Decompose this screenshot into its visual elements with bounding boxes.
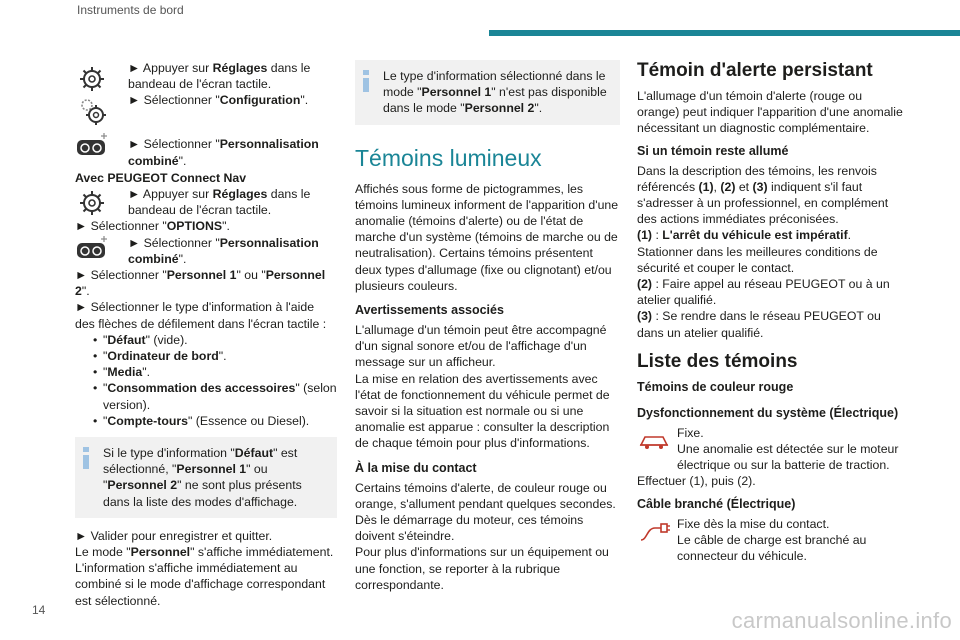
info-box: Si le type d'information "Défaut" est sélectionné, "Personnel 1" ou "Personnel 2" ne sont plus présents dans la liste des modes d'affichage. xyxy=(75,437,337,518)
step-settings: ► Appuyer sur Réglages dans le bandeau de l'écran tactile. xyxy=(75,60,337,92)
info-icon xyxy=(363,70,369,92)
watermark: carmanualsonline.info xyxy=(731,608,952,633)
section-title: Témoins lumineux xyxy=(355,144,542,171)
list-item: • "Ordinateur de bord". xyxy=(93,348,337,364)
instrument-cluster-icon xyxy=(75,130,109,164)
list-item: • "Défaut" (vide). xyxy=(93,332,337,348)
subheading: À la mise du contact xyxy=(355,460,477,475)
step-configuration: ► Sélectionner "Configuration". xyxy=(75,92,337,124)
gears-icon xyxy=(75,94,109,128)
info-icon xyxy=(83,447,89,469)
instrument-cluster-icon xyxy=(75,233,109,267)
page-number: 14 xyxy=(32,603,46,617)
subheading: Témoins de couleur rouge xyxy=(637,379,794,394)
subheading: Avertissements associés xyxy=(355,303,504,318)
step-personnalisation: ► Sélectionner "Personnalisation combiné". xyxy=(75,132,337,168)
connect-nav-title: Avec PEUGEOT Connect Nav xyxy=(75,170,247,185)
subheading: Dysfonctionnement du système (Électrique) xyxy=(637,405,899,420)
column-3: Témoin d'alerte persistant L'allumage d'un témoin d'alerte (rouge ou orange) peut indiquer l'apparition d'une anomalie nécessitant un diagnostic complémentaire. Si un témoin reste allumé Dans la description des témoins, les renvois référencés (1), (2) et (3) indiquent s'il faut s'adresser à un professionnel, en complément des actions immédiates préconisées. (1) : L'arrêt du véhicule est impératif. Stationner dans les meilleures conditions de sécurité et couper le contact. (2) : Faire appel au réseau PEUGEOT ou à un atelier qualifié. (3) : Se rendre dans le réseau PEUGEOT ou dans un atelier qualifié. Liste des témoins Témoins de couleur rouge Dysfonctionnement du système (Électrique) Fixe. Une anomalie est détectée sur le moteur électrique ou sur la batterie de traction. Effectuer (1), puis (2). Câble branché (Électrique) Fixe dès la mise du contact. Le câble de charge est branché au connecteur du véhicule. xyxy=(637,60,907,564)
electric-car-fault-icon xyxy=(637,423,671,457)
header-accent-bar xyxy=(489,30,960,36)
subheading: Câble branché (Électrique) xyxy=(637,496,796,511)
column-1: ► Appuyer sur Réglages dans le bandeau de l'écran tactile. ► Sélectionner "Configuration". ► Sélectionner "Personnalisation combiné". Avec PEUGEOT Connect Nav ► Appuyer sur Réglages dans le bandeau de l'écran tactile. ► Sélectionner "OPTIONS". ► Sélectionner "Personnalisation combiné". ► Sélectionner "Personnel 1" ou "Personnel 2". ► Sélectionner le type d'information à l'aide des flèches de défilement dans l'écran tactile : • "Défaut" (vide). • "Ordinateur de bord". • "Media". • "Consommation des accessoires" (selon version). • "Compte-tours" (Essence ou Diesel). Si le type d'information "Défaut" est sélectionné, "Personnel 1" ou "Personnel 2" ne sont plus présents dans la liste des modes d'affichage. ► Valider pour enregistrer et quitter. Le mode "Personnel" s'affiche immédiatement. L'information s'affiche immédiatement au combiné si le mode d'affichage correspondant est sélectionné. xyxy=(75,60,337,609)
list-item: • "Compte-tours" (Essence ou Diesel). xyxy=(93,413,337,429)
list-item: • "Media". xyxy=(93,364,337,380)
gear-icon xyxy=(75,62,109,96)
list-item: • "Consommation des accessoires" (selon version). xyxy=(93,380,337,412)
step-settings-2: ► Appuyer sur Réglages dans le bandeau de l'écran tactile. xyxy=(75,186,337,218)
section-title: Témoin d'alerte persistant xyxy=(637,60,873,81)
subheading: Si un témoin reste allumé xyxy=(637,143,789,158)
warning-electric-fault: Fixe. Une anomalie est détectée sur le moteur électrique ou sur la batterie de traction. xyxy=(637,425,907,474)
info-box: Le type d'information sélectionné dans le mode "Personnel 1" n'est pas disponible dans le mode "Personnel 2". xyxy=(355,60,620,125)
column-2: Le type d'information sélectionné dans le mode "Personnel 1" n'est pas disponible dans le mode "Personnel 2". Témoins lumineux Affichés sous forme de pictogrammes, les témoins lumineux informent de l'apparition d'une anomalie (témoins d'alerte) ou de l'état de marche d'un système (témoins de marche ou de neutralisation). Certains témoins présentent deux types d'allumage (fixe ou clignotant) et/ou plusieurs couleurs. Avertissements associés L'allumage d'un témoin peut être accompagné d'un signal sonore et/ou de l'affichage d'un message sur un afficheur. La mise en relation des avertissements avec l'état de fonctionnement du véhicule permet de savoir si la situation est normale ou si une anomalie est apparue : consulter la description de chaque témoin pour plus d'informations. À la mise du contact Certains témoins d'alerte, de couleur rouge ou orange, s'allument pendant quelques secondes. Dès le démarrage du moteur, ces témoins doivent s'éteindre. Pour plus d'informations sur un équipement ou une fonction, se reporter à la rubrique correspondante. xyxy=(355,60,620,593)
warning-cable-connected: Fixe dès la mise du contact. Le câble de charge est branché au connecteur du véhicule. xyxy=(637,516,907,565)
gear-icon xyxy=(75,186,109,220)
section-title: Liste des témoins xyxy=(637,350,798,372)
running-header: Instruments de bord xyxy=(77,3,184,17)
charging-cable-icon xyxy=(637,514,671,548)
info-type-list xyxy=(75,332,337,429)
step-personnalisation-2: ► Sélectionner "Personnalisation combiné". xyxy=(75,235,337,267)
